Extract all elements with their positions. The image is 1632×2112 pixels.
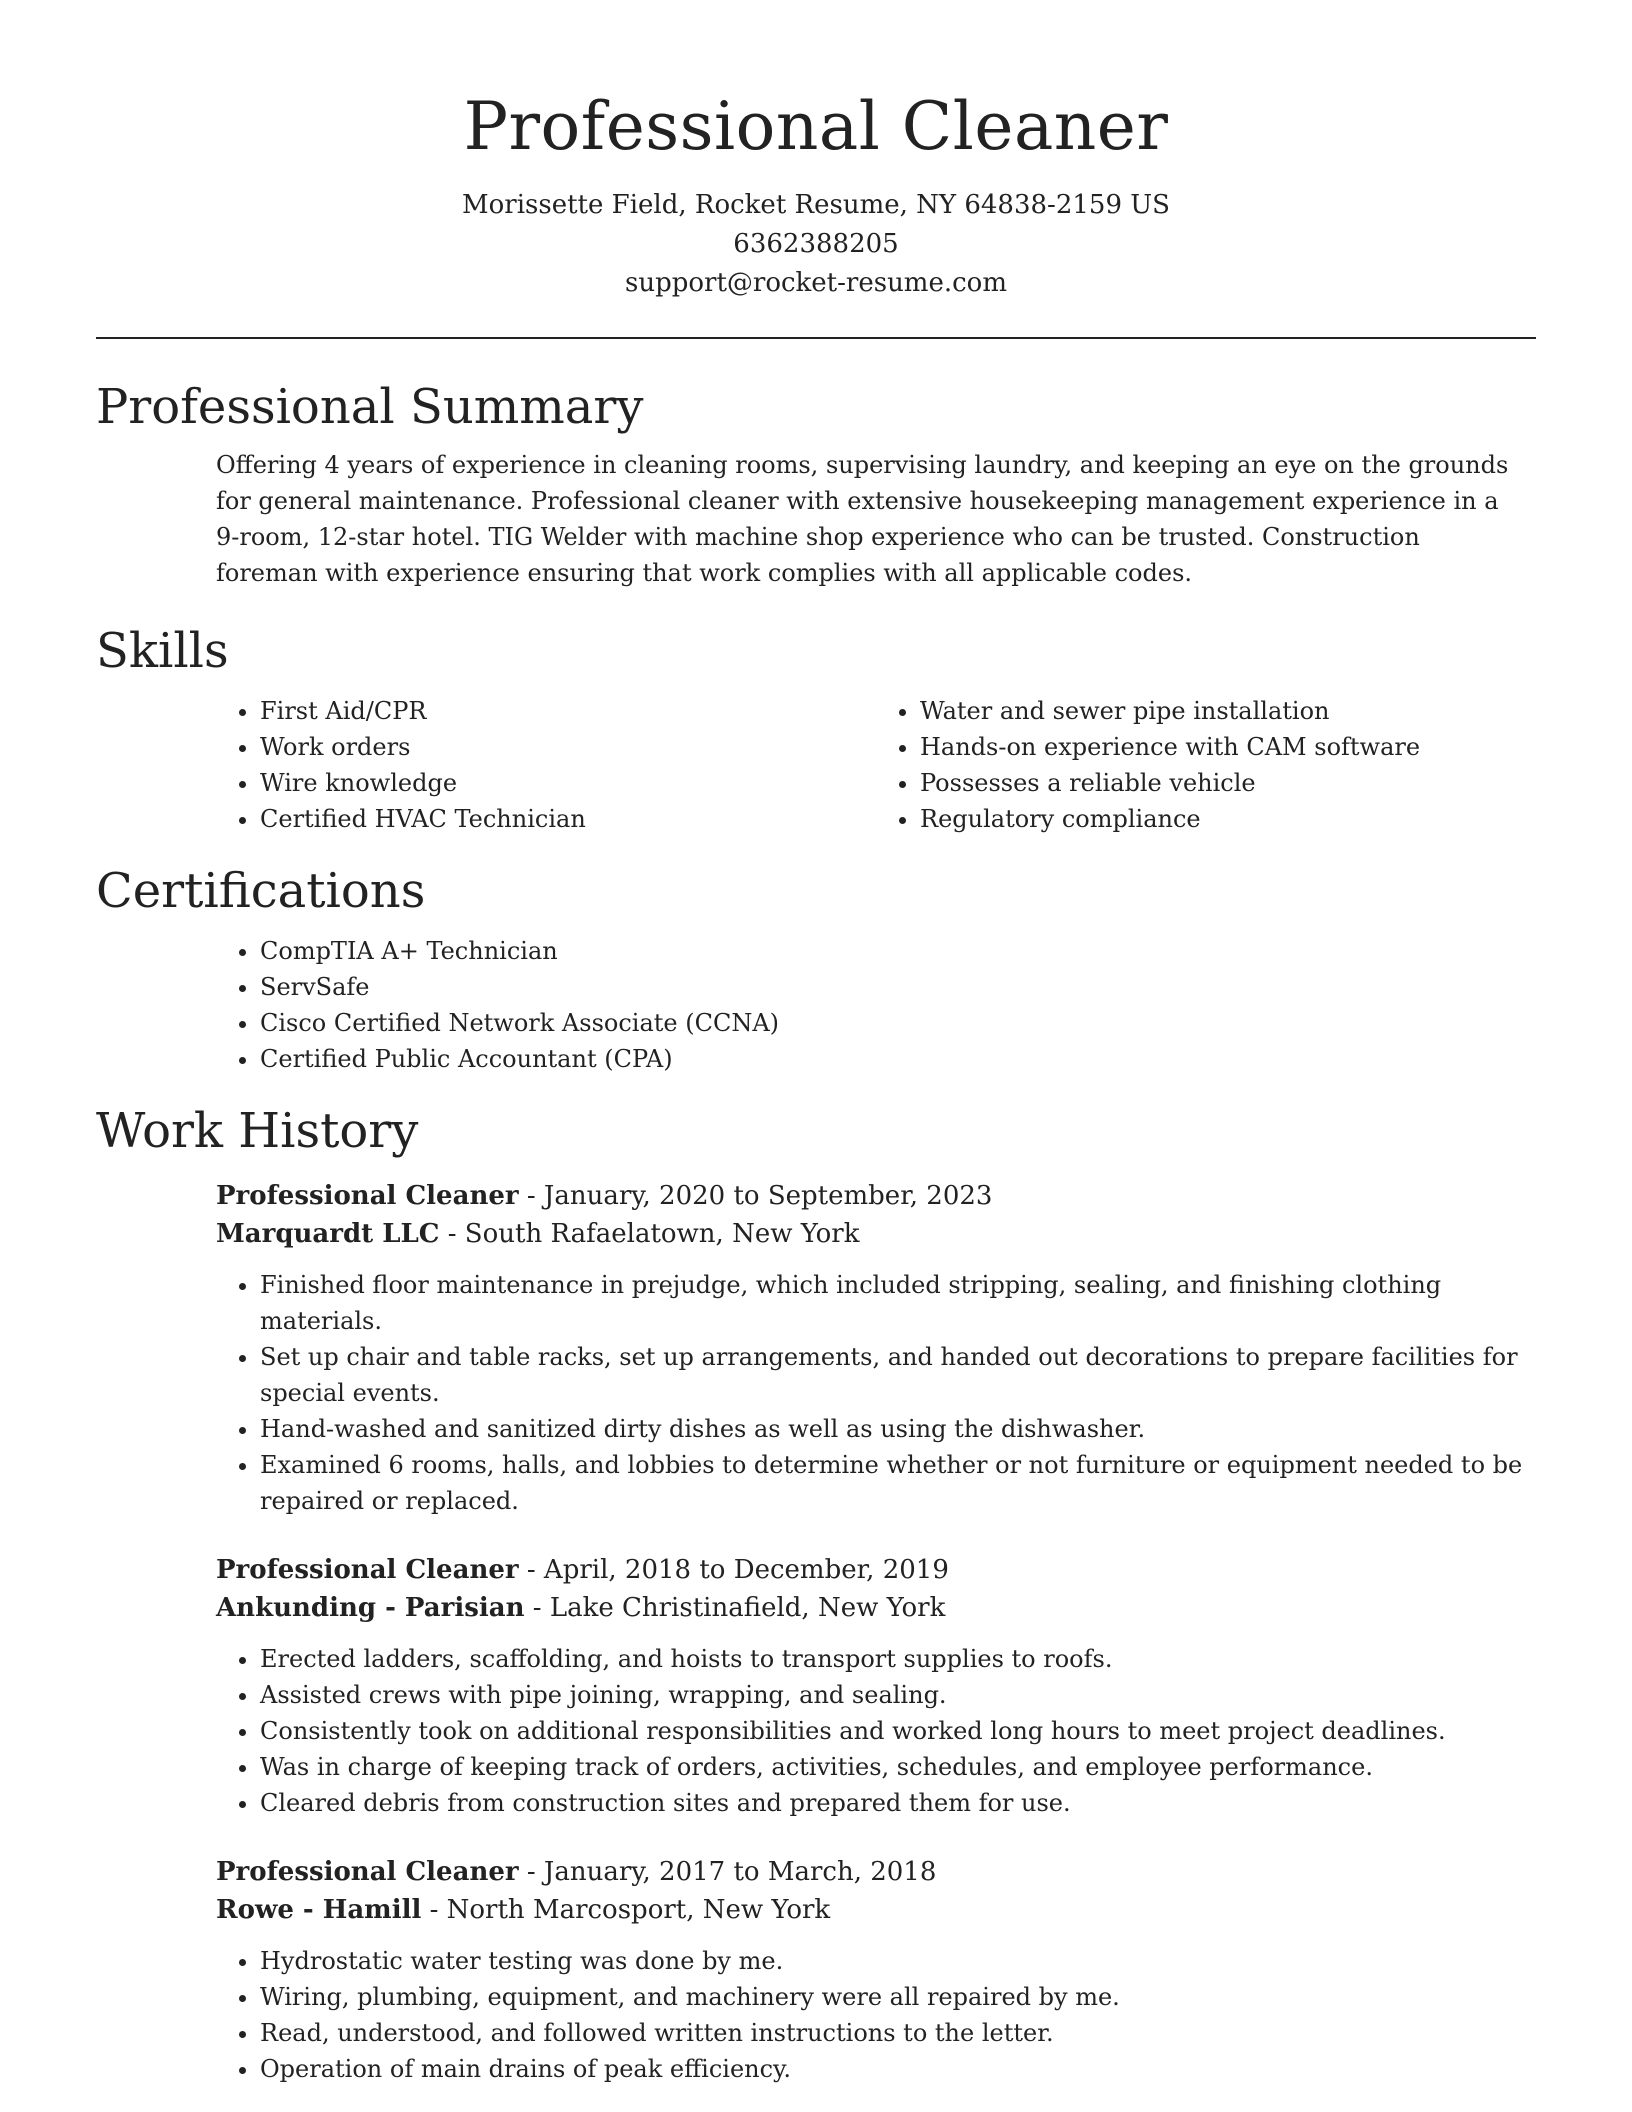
job-location: North Marcosport, New York [446, 1895, 831, 1925]
job-dates: January, 2020 to September, 2023 [543, 1181, 993, 1211]
job-entry [216, 1551, 1536, 1821]
job-title: Professional Cleaner [216, 1181, 519, 1211]
certifications-heading: Certifications [96, 863, 426, 919]
skill-item: • First Aid/CPR [260, 693, 876, 729]
skills-heading: Skills [96, 623, 229, 679]
job-duties-list [216, 1641, 1536, 1821]
work-history-heading: Work History [96, 1103, 419, 1159]
job-duty: • Examined 6 rooms, halls, and lobbies to determine whether or not furniture or equipment needed to be repaired or replaced. [260, 1447, 1536, 1519]
job-location: Lake Christinafield, New York [549, 1593, 946, 1623]
skill-item: • Hands-on experience with CAM software [920, 729, 1536, 765]
resume-header [96, 0, 1536, 303]
certifications-section [96, 859, 1536, 1077]
job-duty: • Assisted crews with pipe joining, wrapping, and sealing. [260, 1677, 1536, 1713]
summary-section [96, 375, 1536, 591]
certification-item: • CompTIA A+ Technician [260, 933, 1536, 969]
job-location: South Rafaelatown, New York [464, 1219, 860, 1249]
certification-item: • Cisco Certified Network Associate (CCNA) [260, 1005, 1536, 1041]
job-duty: • Consistently took on additional responsibilities and worked long hours to meet project deadlines. [260, 1713, 1536, 1749]
contact-address: Morissette Field, Rocket Resume, NY 64838-2159 US [462, 190, 1170, 220]
certification-item: • ServSafe [260, 969, 1536, 1005]
job-company: Ankunding - Parisian [216, 1593, 525, 1623]
job-entry [216, 1853, 1536, 2087]
job-dates: January, 2017 to March, 2018 [543, 1857, 937, 1887]
job-duty: • Finished floor maintenance in prejudge, which included stripping, sealing, and finishing clothing materials. [260, 1267, 1536, 1339]
summary-text: Offering 4 years of experience in cleaning rooms, supervising laundry, and keeping an eye on the grounds for general maintenance. Professional cleaner with extensive housekeeping management experience in a 9-room, 12-star hotel. TIG Welder with machine shop experience who can be trusted. Construction foreman with experience ensuring that work complies with all applicable codes. [216, 451, 1509, 587]
contact-email: support@rocket-resume.com [624, 268, 1007, 298]
skills-columns [216, 693, 1536, 837]
job-duty: • Hydrostatic water testing was done by me. [260, 1943, 1536, 1979]
job-title: Professional Cleaner [216, 1555, 519, 1585]
certification-item: • Certified Public Accountant (CPA) [260, 1041, 1536, 1077]
job-duty: • Set up chair and table racks, set up arrangements, and handed out decorations to prepare facilities for special events. [260, 1339, 1536, 1411]
skill-item: • Water and sewer pipe installation [920, 693, 1536, 729]
work-history-section [96, 1099, 1536, 2087]
job-company: Rowe - Hamill [216, 1895, 422, 1925]
job-duties-list [216, 1943, 1536, 2087]
skill-item: • Possesses a reliable vehicle [920, 765, 1536, 801]
skills-section [96, 619, 1536, 837]
job-company-line: Marquardt LLC - South Rafaelatown, New York [216, 1219, 860, 1249]
job-duty: • Erected ladders, scaffolding, and hoists to transport supplies to roofs. [260, 1641, 1536, 1677]
job-title-line: Professional Cleaner - January, 2017 to March, 2018 [216, 1857, 937, 1887]
header-divider [96, 337, 1536, 339]
job-company-line: Ankunding - Parisian - Lake Christinafield, New York [216, 1593, 946, 1623]
job-dates: April, 2018 to December, 2019 [543, 1555, 949, 1585]
job-title-line: Professional Cleaner - April, 2018 to December, 2019 [216, 1555, 949, 1585]
job-entry [216, 1177, 1536, 1519]
job-duty: • Read, understood, and followed written instructions to the letter. [260, 2015, 1536, 2051]
certifications-list [216, 933, 1536, 1077]
job-company-line: Rowe - Hamill - North Marcosport, New York [216, 1895, 831, 1925]
job-company: Marquardt LLC [216, 1219, 440, 1249]
job-duty: • Operation of main drains of peak efficiency. [260, 2051, 1536, 2087]
resume-page [96, 0, 1536, 2087]
job-duty: • Cleared debris from construction sites and prepared them for use. [260, 1785, 1536, 1821]
skill-item: • Certified HVAC Technician [260, 801, 876, 837]
skill-item: • Work orders [260, 729, 876, 765]
job-duty: • Wiring, plumbing, equipment, and machinery were all repaired by me. [260, 1979, 1536, 2015]
job-duty: • Hand-washed and sanitized dirty dishes as well as using the dishwasher. [260, 1411, 1536, 1447]
job-duty: • Was in charge of keeping track of orders, activities, schedules, and employee performance. [260, 1749, 1536, 1785]
skills-list-left [216, 693, 876, 837]
skill-item: • Regulatory compliance [920, 801, 1536, 837]
candidate-name: Professional Cleaner [463, 88, 1169, 165]
skills-list-right [876, 693, 1536, 837]
job-title-line: Professional Cleaner - January, 2020 to September, 2023 [216, 1181, 993, 1211]
contact-phone: 6362388205 [733, 229, 899, 259]
job-duties-list [216, 1267, 1536, 1519]
job-title: Professional Cleaner [216, 1857, 519, 1887]
contact-info [96, 186, 1536, 303]
skill-item: • Wire knowledge [260, 765, 876, 801]
summary-heading: Professional Summary [96, 379, 644, 435]
